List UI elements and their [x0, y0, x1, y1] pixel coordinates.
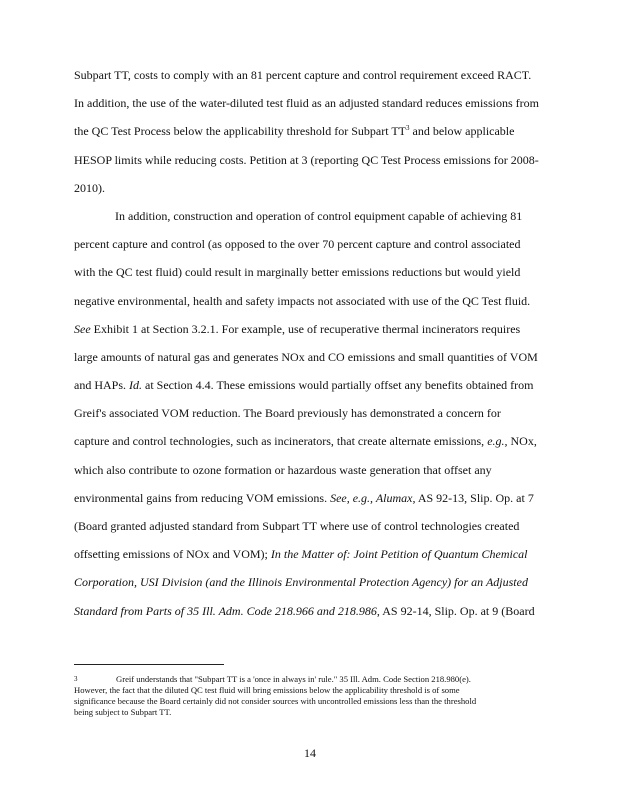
text-run: the QC Test Process below the applicability threshold for Subpart TT [74, 124, 406, 139]
text-line [74, 61, 552, 89]
text-line [74, 427, 552, 455]
text-line [74, 89, 552, 117]
text-run: capture and control technologies, such as incinerators, that create alternate emissions, [74, 434, 488, 449]
text-run: Subpart TT, costs to comply with an 81 percent capture and control requirement exceed RACT. [74, 68, 532, 82]
text-run: Exhibit 1 at Section 3.2.1. For example, use of recuperative thermal incinerators requires [90, 321, 521, 336]
text-line [74, 484, 552, 512]
text-run: (Board granted adjusted standard from Subpart TT where use of control technologies created [74, 519, 520, 533]
text-run: HESOP limits while reducing costs. Petition at 3 (reporting QC Test Process emissions for 2008- [74, 152, 539, 167]
text-run: and HAPs. [74, 378, 130, 393]
text-line [74, 146, 552, 174]
text-run: Id. [129, 378, 143, 393]
footnote-line: 3 Greif understands that "Subpart TT is a 'once in always in' rule." 35 Ill. Adm. Code Section 218.980(e). [74, 674, 471, 684]
text-run: 2010). [74, 180, 105, 195]
footnote-line: being subject to Subpart TT. [74, 707, 172, 717]
page-number: 14 [304, 746, 316, 760]
footnote-separator [74, 664, 224, 665]
footnote-line: significance because the Board certainly did not consider sources with uncontrolled emissions less than the threshold [74, 696, 477, 706]
footnote [74, 674, 552, 718]
text-run: percent capture and control (as opposed to the over 70 percent capture and control associated [74, 237, 521, 252]
text-run: NOx, [507, 434, 537, 449]
text-run: In the Matter of: Joint Petition of Quantum Chemical [270, 547, 528, 562]
text-line [74, 202, 552, 230]
text-run: negative environmental, health and safety impacts not associated with use of the QC Test fluid. [74, 293, 531, 308]
text-run: , AS 92-14, Slip. Op. at 9 (Board [376, 603, 535, 618]
text-run: Corporation, USI Division (and the Illinois Environmental Protection Agency) for an Adjusted [74, 575, 528, 590]
text-run: with the QC test fluid) could result in marginally better emissions reductions but would yield [74, 265, 521, 280]
text-run: In addition, construction and operation of control equipment capable of achieving 81 [115, 208, 523, 223]
text-line [74, 399, 552, 427]
text-run: environmental gains from reducing VOM emissions. [74, 490, 331, 505]
text-run: at Section 4.4. These emissions would partially offset any benefits obtained from [142, 378, 534, 393]
text-run: Greif's associated VOM reduction. The Board previously has demonstrated a concern for [74, 406, 501, 421]
text-line [74, 117, 552, 145]
text-run: e.g., [487, 434, 508, 449]
footnote-line: However, the fact that the diluted QC test fluid will bring emissions below the applicability threshold is of some [74, 685, 460, 695]
footnote-number: 3 [74, 675, 78, 683]
text-run: Standard from Parts of 35 Ill. Adm. Code 218.966 and 218.986 [74, 603, 377, 618]
text-line [74, 230, 552, 258]
text-line [74, 512, 552, 540]
text-run: AS 92-13, Slip. Op. at 7 [415, 490, 534, 505]
text-line [74, 568, 552, 596]
text-line [74, 343, 552, 371]
text-run: In addition, the use of the water-diluted test fluid as an adjusted standard reduces emissions from [74, 96, 539, 111]
text-run: and below applicable [409, 124, 515, 139]
text-run: which also contribute to ozone formation or hazardous waste generation that offset any [74, 462, 492, 477]
text-run: large amounts of natural gas and generates NOx and CO emissions and small quantities of VOM [74, 349, 538, 364]
text-line [74, 258, 552, 286]
text-line [74, 174, 552, 202]
text-run: See [74, 321, 91, 336]
text-line [74, 597, 552, 625]
text-line [74, 315, 552, 343]
text-line [74, 287, 552, 315]
text-line [74, 371, 552, 399]
text-line [74, 456, 552, 484]
body-text [74, 61, 552, 625]
text-run: See, e.g., Alumax, [330, 490, 416, 505]
footnote-reference: 3 [406, 124, 410, 133]
text-line [74, 540, 552, 568]
text-run: offsetting emissions of NOx and VOM); [74, 547, 271, 562]
